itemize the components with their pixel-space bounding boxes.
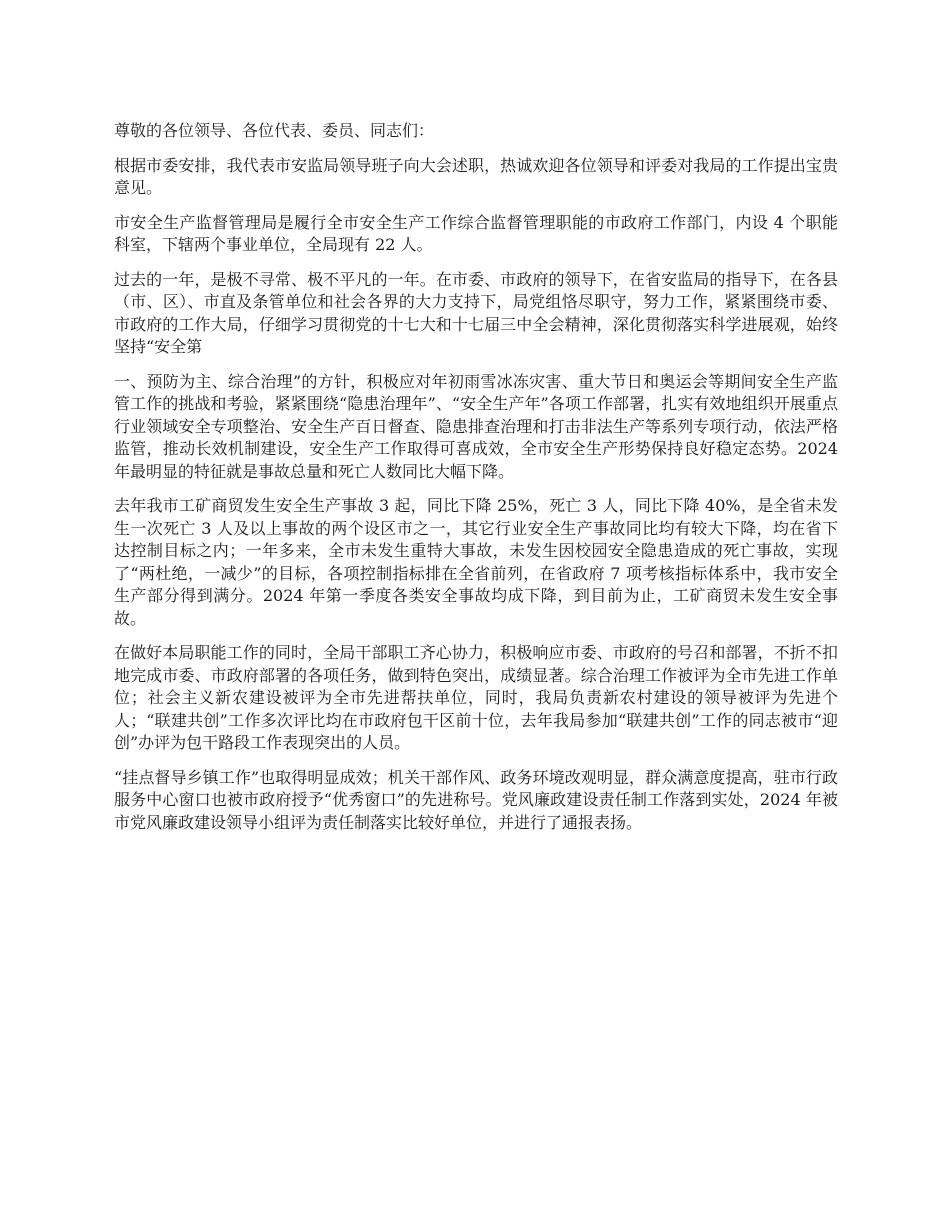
document-page — [114, 120, 838, 846]
policy-paragraph: 一、预防为主、综合治理”的方针，积极应对年初雨雪冰冻灾害、重大节日和奥运会等期间安全生产监管工作的挑战和考验，紧紧围绕“隐患治理年”、“安全生产年”各项工作部署，扎实有效地组织开展重点行业领域安全专项整治、安全生产百日督查、隐患排查治理和打击非法生产等系列专项行动，依法严格监管，推动长效机制建设，安全生产工作取得可喜成效，全市安全生产形势保持良好稳定态势。2024 年最明显的特征就是事故总量和死亡人数同比大幅下降。 — [114, 371, 838, 481]
achievements-paragraph: 在做好本局职能工作的同时，全局干部职工齐心协力，积极响应市委、市政府的号召和部署，不折不扣地完成市委、市政府部署的各项任务，做到特色突出，成绩显著。综合治理工作被评为全市先进工作单位；社会主义新农建设被评为全市先进帮扶单位，同时，我局负责新农村建设的领导被评为先进个人；“联建共创”工作多次评比均在市政府包干区前十位，去年我局参加“联建共创”工作的同志被市“迎创”办评为包干路段工作表现突出的人员。 — [114, 643, 838, 752]
past-year-paragraph: 过去的一年，是极不寻常、极不平凡的一年。在市委、市政府的领导下，在省安监局的指导下，在各县（市、区）、市直及条管单位和社会各界的大力支持下，局党组恪尽职守，努力工作，紧紧围绕市委、市政府的工作大局，仔细学习贯彻党的十七大和十七届三中全会精神，深化贯彻落实科学进展观，始终坚持“安全第 — [114, 269, 838, 356]
supervision-paragraph: “挂点督导乡镇工作”也取得明显成效；机关干部作风、政务环境改观明显，群众满意度提高，驻市行政服务中心窗口也被市政府授予“优秀窗口”的先进称号。党风廉政建设责任制工作落到实处，2024 年被市党风廉政建设领导小组评为责任制落实比较好单位，并进行了通报表扬。 — [114, 767, 838, 832]
accident-statistics-paragraph: 去年我市工矿商贸发生安全生产事故 3 起，同比下降 25%，死亡 3 人，同比下降 40%，是全省未发生一次死亡 3 人及以上事故的两个设区市之一，其它行业安全生产事故同比均有较大下降，均在省下达控制目标之内；一年多来，全市未发生重特大事故，未发生因校园安全隐患造成的死亡事故，实现了“两杜绝，一减少”的目标，各项控制指标排在全省前列，在省政府 7 项考核指标体系中，我市安全生产部分得到满分。2024 年第一季度各类安全事故均成下降，到目前为止，工矿商贸未发生安全事故。 — [114, 496, 838, 628]
salutation-paragraph: 尊敬的各位领导、各位代表、委员、同志们： — [114, 121, 435, 140]
bureau-overview-paragraph: 市安全生产监督管理局是履行全市安全生产工作综合监督管理职能的市政府工作部门，内设 4 个职能科室，下辖两个事业单位，全局现有 22 人。 — [114, 212, 838, 254]
intro-paragraph: 根据市委安排，我代表市安监局领导班子向大会述职，热诚欢迎各位领导和评委对我局的工作提出宝贵意见。 — [114, 155, 838, 197]
